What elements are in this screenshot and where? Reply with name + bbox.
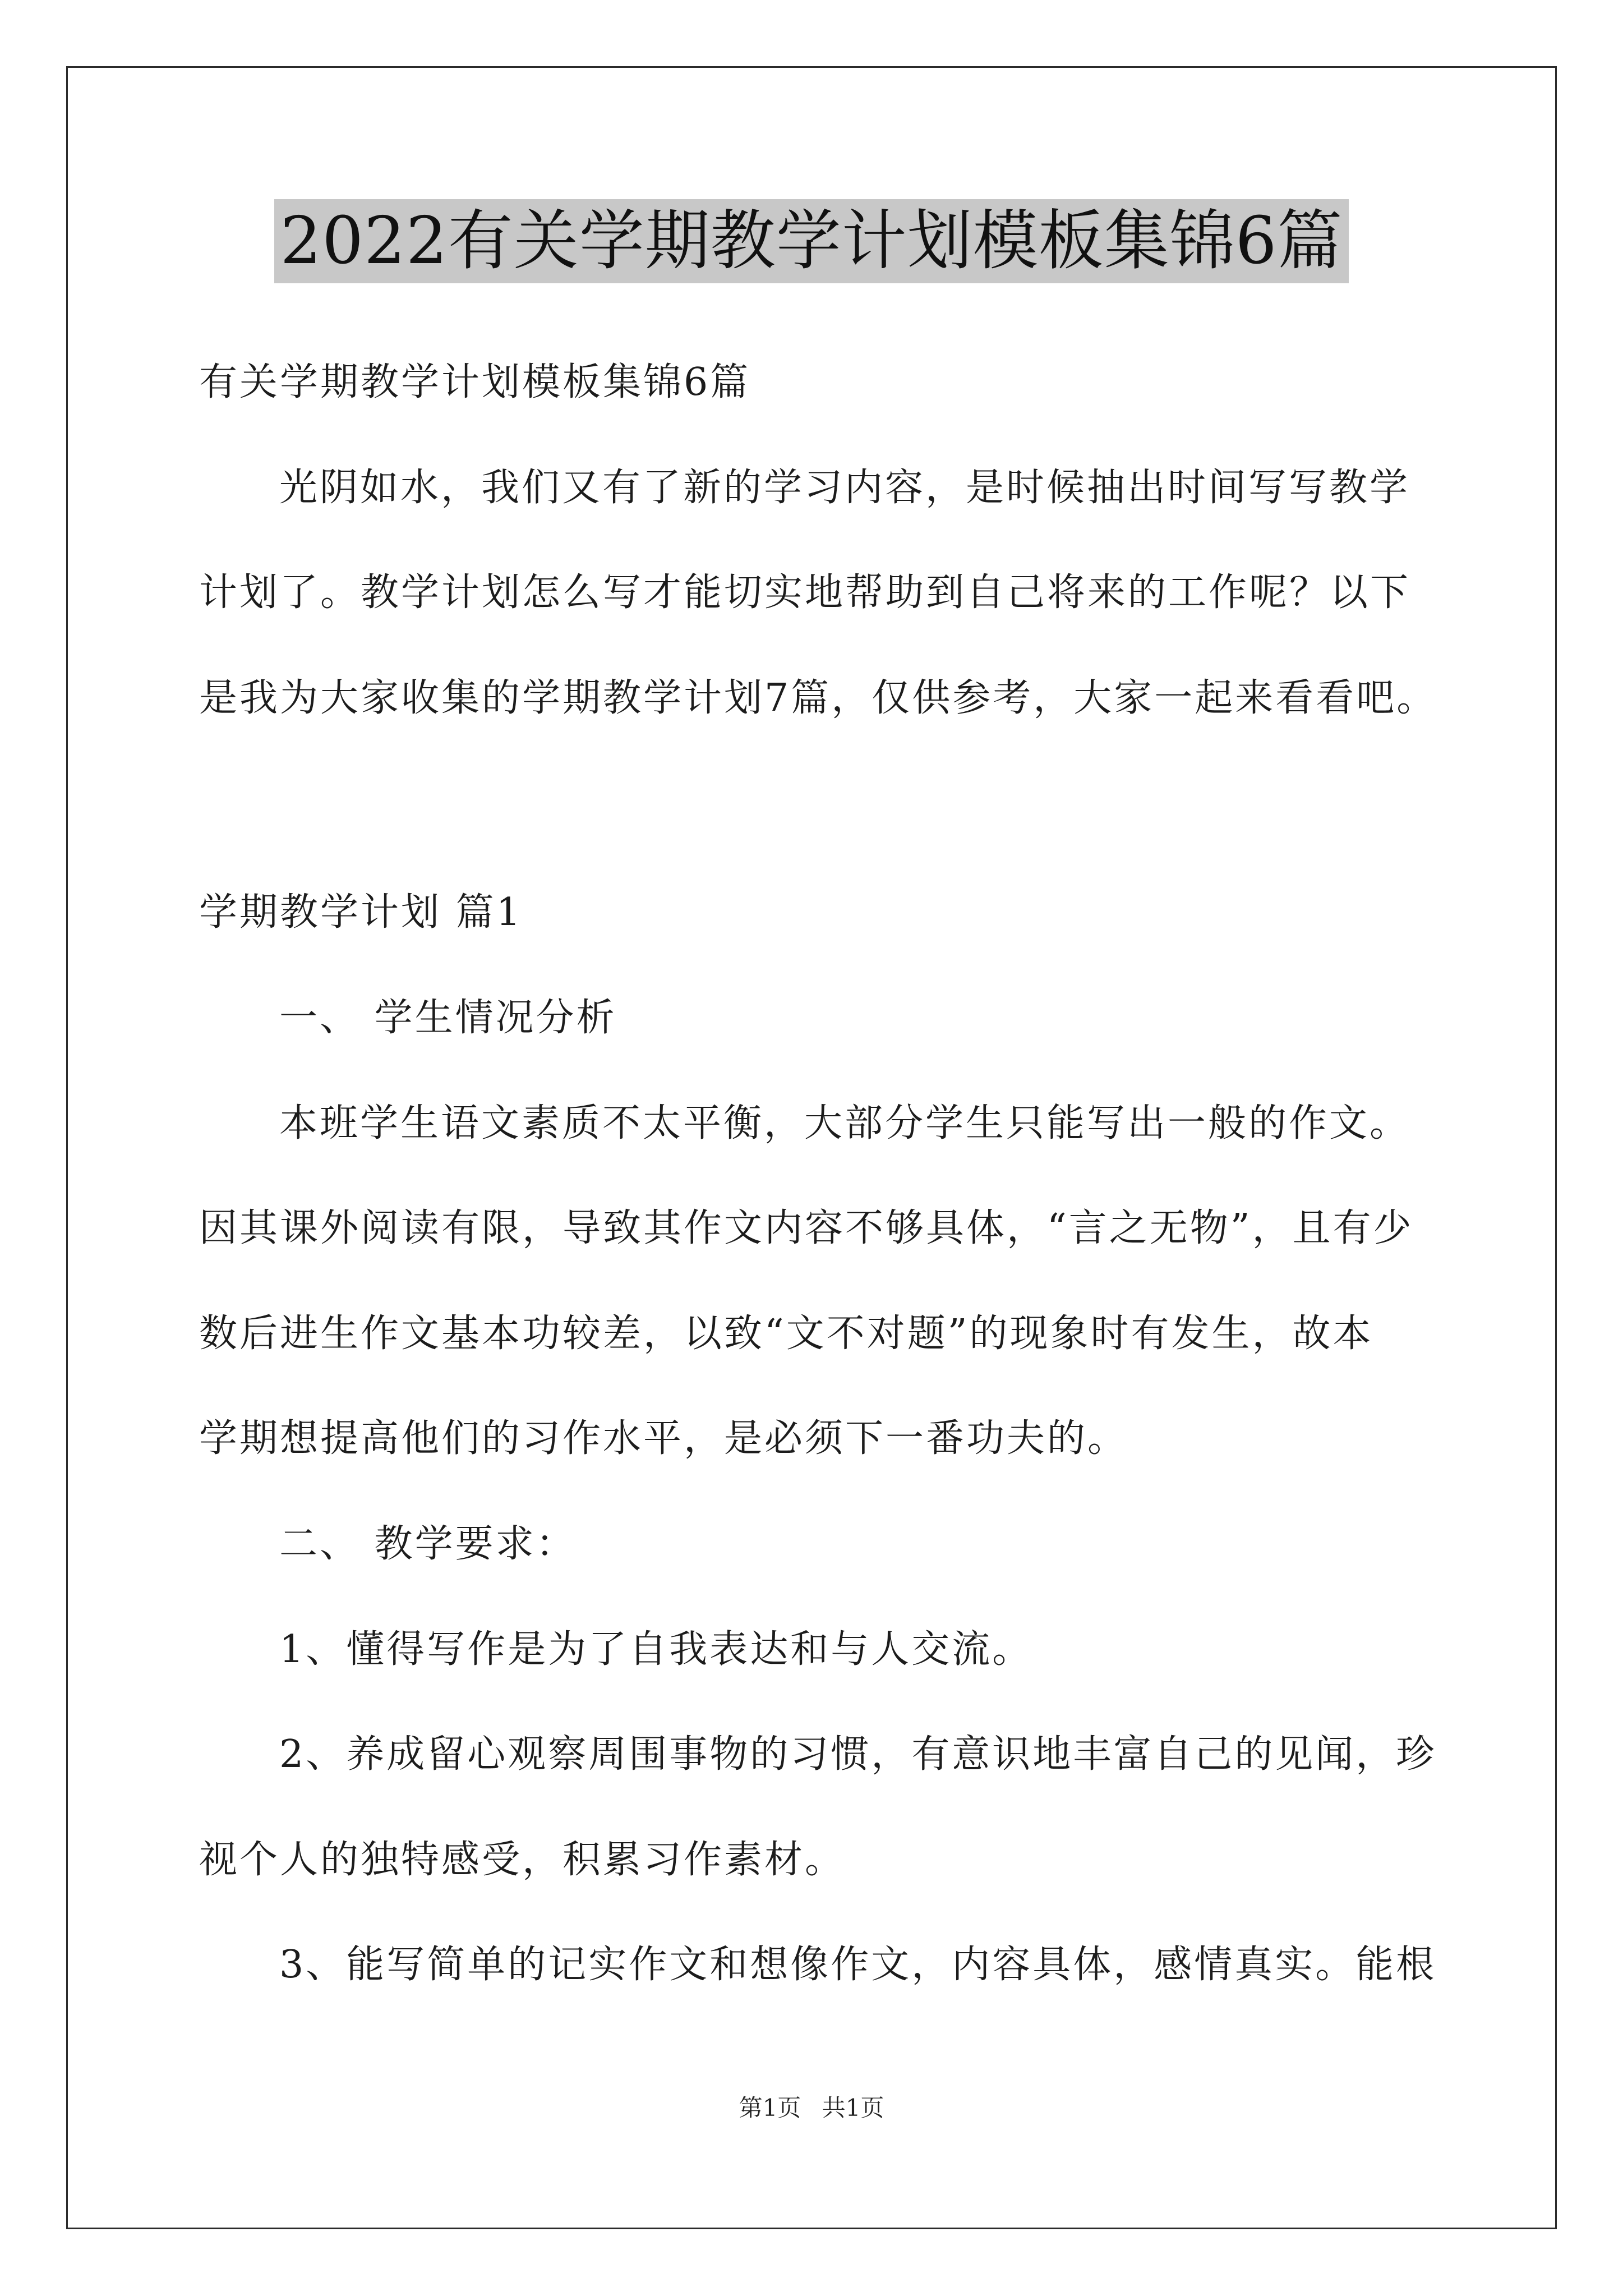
part1-line-2: 因其课外阅读有限，导致其作文内容不够具体，“言之无物”，且有少 <box>199 1206 1414 1250</box>
intro-line-2: 计划了。教学计划怎么写才能切实地帮助到自己将来的工作呢？以下 <box>199 570 1411 615</box>
intro-line-3: 是我为大家收集的学期教学计划7篇，仅供参考，大家一起来看看吧。 <box>199 676 1437 720</box>
requirement-2-line-2: 视个人的独特感受，积累习作素材。 <box>199 1838 846 1882</box>
title-container <box>0 199 1623 283</box>
requirement-3-line-1: 3、能写简单的记实作文和想像作文，内容具体，感情真实。能根 <box>279 1943 1437 1987</box>
document-title: 2022有关学期教学计划模板集锦6篇 <box>274 199 1348 283</box>
part2-heading: 二、 教学要求： <box>279 1522 577 1566</box>
page-total: 共1页 <box>822 2094 884 2122</box>
page-current: 第1页 <box>739 2094 801 2122</box>
part1-line-1: 本班学生语文素质不太平衡，大部分学生只能写出一般的作文。 <box>279 1101 1410 1145</box>
part1-heading: 一、 学生情况分析 <box>279 996 617 1040</box>
section-heading: 学期教学计划 篇1 <box>199 890 523 935</box>
page-footer <box>0 2091 1623 2125</box>
part1-line-3: 数后进生作文基本功较差，以致“文不对题”的现象时有发生，故本 <box>199 1312 1373 1356</box>
document-subtitle: 有关学期教学计划模板集锦6篇 <box>199 360 751 404</box>
part1-line-4: 学期想提高他们的习作水平，是必须下一番功夫的。 <box>199 1416 1128 1461</box>
requirement-2-line-1: 2、养成留心观察周围事物的习惯，有意识地丰富自己的见闻，珍 <box>279 1732 1437 1777</box>
requirement-1: 1、懂得写作是为了自我表达和与人交流。 <box>279 1627 1033 1672</box>
intro-line-1: 光阴如水，我们又有了新的学习内容，是时候抽出时间写写教学 <box>279 466 1410 510</box>
